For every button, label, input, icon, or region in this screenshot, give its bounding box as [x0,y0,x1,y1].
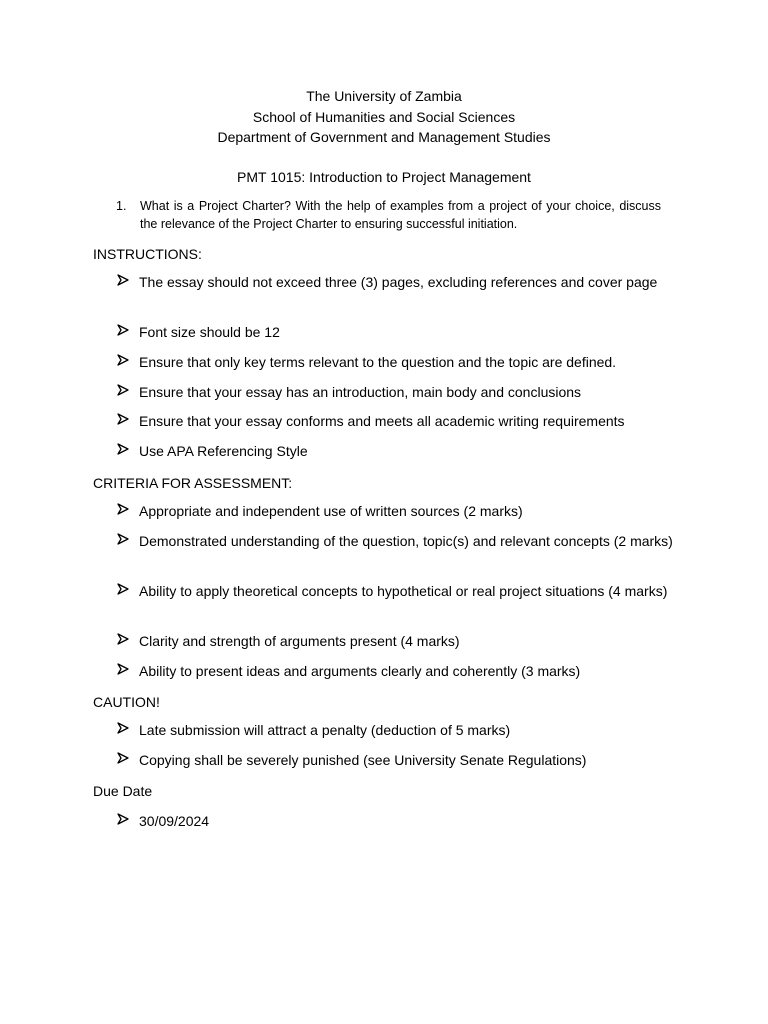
criteria-text: Ability to apply theoretical concepts to hypothetical or real project situations (4 marks) [139,583,668,599]
arrow-bullet-icon [116,502,130,516]
criteria-item [116,631,676,652]
instruction-text: Ensure that your essay has an introduction, main body and conclusions [139,384,582,400]
criteria-item [116,501,676,522]
department-name: Department of Government and Management Studies [217,129,551,145]
arrow-bullet-icon [116,582,130,596]
criteria-item [116,581,676,602]
question-item [116,197,661,233]
arrow-bullet-icon [116,383,130,397]
criteria-heading: CRITERIA FOR ASSESSMENT: [93,475,293,491]
criteria-text: Appropriate and independent use of written sources (2 marks) [139,503,523,519]
instruction-text: Ensure that only key terms relevant to the question and the topic are defined. [139,354,617,370]
criteria-text: Demonstrated understanding of the question, topic(s) and relevant concepts (2 marks) [139,533,673,549]
instructions-heading: INSTRUCTIONS: [93,246,202,262]
instruction-item [116,441,676,462]
instruction-text: Ensure that your essay conforms and meets all academic writing requirements [139,413,625,429]
instruction-item [116,272,676,293]
instruction-text: Use APA Referencing Style [139,443,308,459]
question-text: What is a Project Charter? With the help of examples from a project of your choice, discuss the relevance of the Project Charter to ensuring successful initiation. [140,199,661,231]
arrow-bullet-icon [116,812,130,826]
arrow-bullet-icon [116,721,130,735]
university-name: The University of Zambia [306,88,462,104]
criteria-text: Ability to present ideas and arguments clearly and coherently (3 marks) [139,663,581,679]
criteria-item [116,661,676,682]
instruction-item [116,352,676,373]
caution-text: Copying shall be severely punished (see University Senate Regulations) [139,752,587,768]
arrow-bullet-icon [116,532,130,546]
instruction-item [116,411,676,432]
arrow-bullet-icon [116,662,130,676]
arrow-bullet-icon [116,442,130,456]
school-name: School of Humanities and Social Sciences [252,109,516,125]
caution-text: Late submission will attract a penalty (deduction of 5 marks) [139,722,511,738]
instruction-item [116,322,676,343]
question-number: 1. [116,199,127,213]
due-date-heading: Due Date [93,783,153,799]
instruction-text: Font size should be 12 [139,324,280,340]
due-date-text: 30/09/2024 [139,813,210,829]
arrow-bullet-icon [116,353,130,367]
arrow-bullet-icon [116,273,130,287]
arrow-bullet-icon [116,751,130,765]
arrow-bullet-icon [116,412,130,426]
arrow-bullet-icon [116,323,130,337]
caution-item [116,720,676,741]
criteria-item [116,531,676,552]
due-date-item [116,811,676,832]
criteria-text: Clarity and strength of arguments present (4 marks) [139,633,460,649]
caution-heading: CAUTION! [93,694,160,710]
instruction-item [116,382,676,403]
arrow-bullet-icon [116,632,130,646]
instruction-text: The essay should not exceed three (3) pages, excluding references and cover page [139,274,658,290]
caution-item [116,750,676,771]
course-title: PMT 1015: Introduction to Project Management [237,169,531,185]
